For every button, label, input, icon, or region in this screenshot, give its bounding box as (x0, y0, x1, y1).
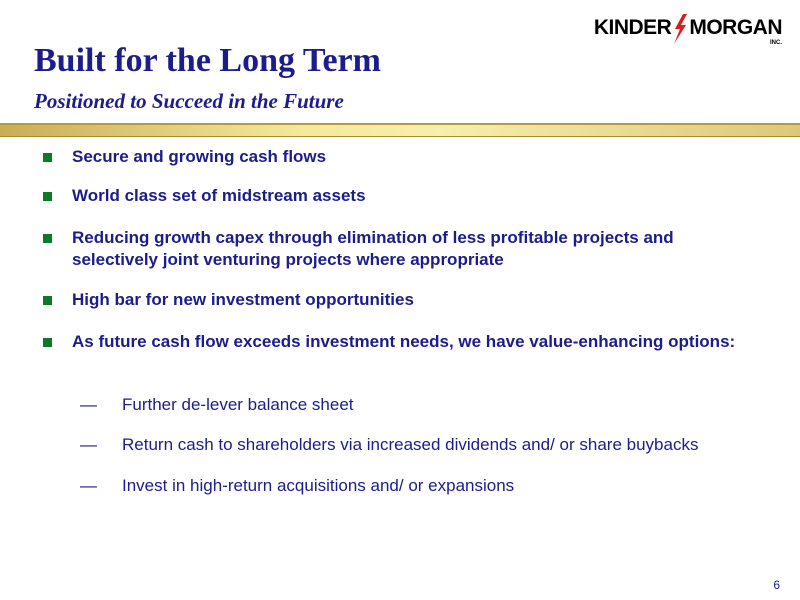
bullet-item: World class set of midstream assets (72, 186, 366, 205)
bullet-square-icon (43, 153, 52, 162)
logo-inc: INC. (770, 40, 782, 46)
company-logo (594, 14, 782, 44)
dash-marker: — (80, 435, 97, 454)
bullet-item: As future cash flow exceeds investment needs, we have value-enhancing options: (72, 332, 736, 351)
bullet-square-icon (43, 338, 52, 347)
slide-subtitle: Positioned to Succeed in the Future (34, 89, 344, 113)
slide-title: Built for the Long Term (34, 42, 381, 79)
bullet-item: Secure and growing cash flows (72, 147, 327, 166)
bullet-item: Reducing growth capex through elimination of less profitable projects and selectively joint venturing projects where appropriate (72, 228, 674, 269)
sub-bullet-item: Further de-lever balance sheet (122, 395, 354, 414)
dash-marker: — (80, 395, 97, 414)
sub-bullet-item: Invest in high-return acquisitions and/ or expansions (122, 476, 515, 495)
sub-bullet-item: Return cash to shareholders via increased dividends and/ or share buybacks (122, 435, 699, 454)
bullet-square-icon (43, 234, 52, 243)
bullet-item: High bar for new investment opportunities (72, 290, 414, 309)
title-divider (0, 123, 800, 137)
logo-text-left: KINDER (593, 16, 672, 39)
dash-marker: — (80, 476, 97, 495)
bullet-square-icon (43, 296, 52, 305)
logo-text-right: MORGAN (689, 16, 782, 39)
lightning-bolt-icon (672, 14, 688, 44)
bullet-square-icon (43, 192, 52, 201)
page-number: 6 (773, 578, 780, 592)
